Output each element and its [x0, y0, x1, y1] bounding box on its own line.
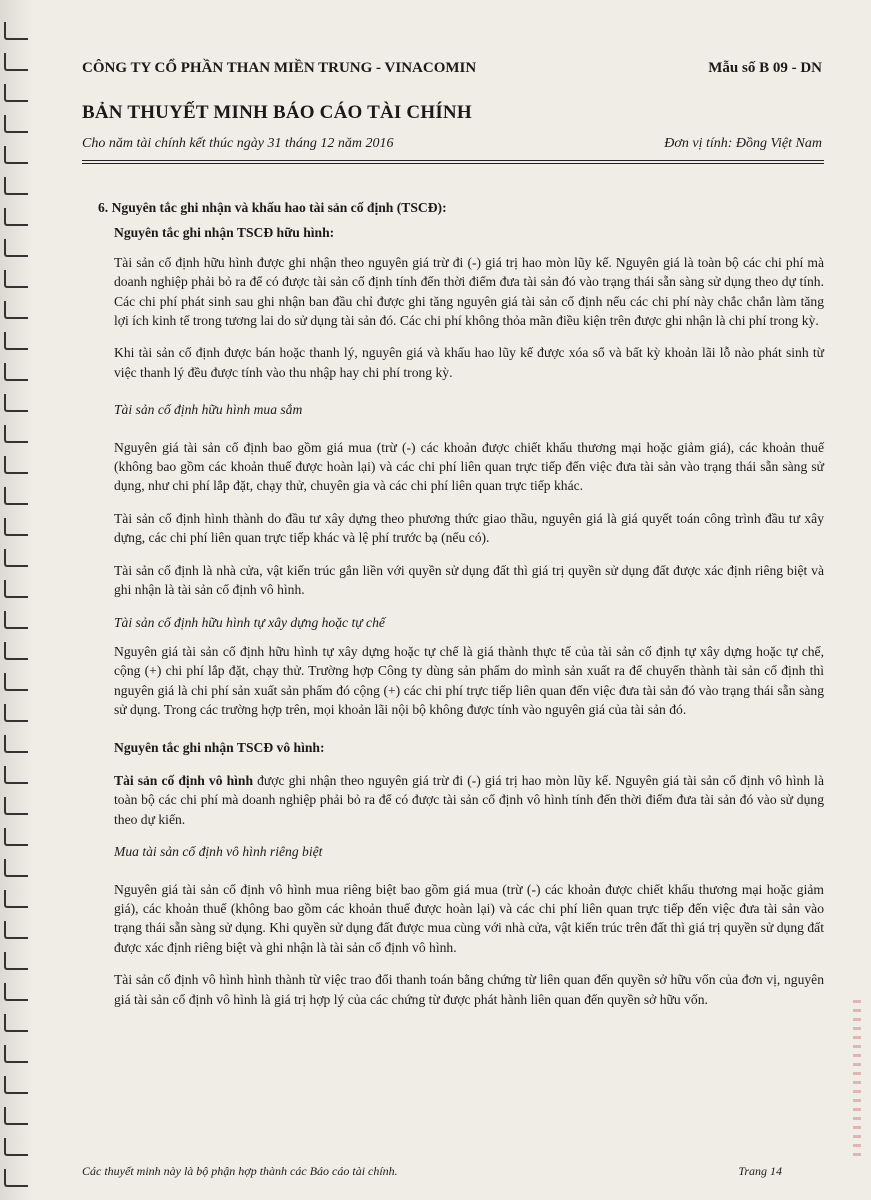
- binding-ring: [4, 487, 28, 505]
- paragraph-4: Tài sản cố định hình thành do đầu tư xây dựng theo phương thức giao thầu, nguyên giá là giá quyết toán công trình đầu tư xây dựng, các chi phí liên quan trực tiếp khác và lệ phí trước bạ (nếu có).: [114, 510, 824, 546]
- header-divider: [82, 160, 824, 164]
- binding-ring: [4, 1107, 28, 1125]
- paragraph-2: Khi tài sản cố định được bán hoặc thanh lý, nguyên giá và khấu hao lũy kế được xóa sổ và bất kỳ khoản lãi lỗ nào phát sinh từ việc thanh lý đều được tính vào thu nhập hay chi phí trong kỳ.: [114, 345, 824, 380]
- binding-ring: [4, 983, 28, 1001]
- paragraph-7-bold: Tài sản cố định vô hình: [114, 772, 254, 788]
- binding-ring: [4, 518, 28, 536]
- binding-ring: [4, 1169, 28, 1187]
- paragraph-7-text: được ghi nhận theo nguyên giá trừ đi (-) giá trị hao mòn lũy kế. Nguyên giá tài sản cố định vô hình là toàn bộ các chi phí mà doanh nghiệp phải bỏ ra để có được tài sản cố định vô hình tính đến thời điểm đưa tài sản đó vào sử dụng theo dự kiến.: [114, 772, 824, 827]
- binding-ring: [4, 1014, 28, 1032]
- section-content: [98, 198, 824, 1022]
- footer-note: Các thuyết minh này là bộ phận hợp thành các Báo cáo tài chính.: [82, 1164, 398, 1178]
- binding-ring: [4, 208, 28, 226]
- report-period: Cho năm tài chính kết thúc ngày 31 tháng 12 năm 2016: [82, 136, 394, 151]
- purchased-heading: Tài sản cố định hữu hình mua sắm: [114, 402, 303, 418]
- binding-ring: [4, 425, 28, 443]
- paragraph-6: Nguyên giá tài sản cố định hữu hình tự xây dựng hoặc tự chế là giá thành thực tế của tài sản cố định tự xây dựng hoặc tự chế, cộng (+) chi phí lắp đặt, chạy thử. Trường hợp Công ty dùng sản phẩm do mình sản xuất ra để chuyển thành tài sản cố định thì nguyên giá là chi phí sản xuất sản phẩm đó cộng (+) các chi phí trực tiếp liên quan đến việc đưa tài sản đó vào trạng thái sẵn sàng sử dụng. Trong các trường hợp trên, mọi khoản lãi nội bộ không được tính vào nguyên giá của tài sản đó.: [114, 643, 824, 718]
- binding-ring: [4, 1045, 28, 1063]
- spiral-binding: [0, 0, 34, 1200]
- binding-ring: [4, 270, 28, 288]
- intangible-heading: Nguyên tắc ghi nhận TSCĐ vô hình:: [114, 739, 325, 755]
- separate-heading: Mua tài sản cố định vô hình riêng biệt: [114, 844, 323, 860]
- binding-ring: [4, 53, 28, 71]
- binding-ring: [4, 301, 28, 319]
- binding-ring: [4, 332, 28, 350]
- tangible-heading: Nguyên tắc ghi nhận TSCĐ hữu hình:: [114, 225, 335, 241]
- page-number: Trang 14: [738, 1164, 782, 1178]
- paragraph-3: Nguyên giá tài sản cố định bao gồm giá mua (trừ (-) các khoản được chiết khấu thương mại hoặc giảm giá), các khoản thuế (không bao gồm các khoản thuế được hoàn lại) và các chi phí liên quan trực tiếp đến việc đưa tài sản vào trạng thái sẵn sàng sử dụng, như chi phí lắp đặt, chạy thử, chuyên gia và các chi phí liên quan trực tiếp khác.: [114, 439, 824, 494]
- company-name: CÔNG TY CỔ PHẦN THAN MIỀN TRUNG - VINACOMIN: [82, 60, 477, 76]
- paragraph-1: Tài sản cố định hữu hình được ghi nhận theo nguyên giá trừ đi (-) giá trị hao mòn lũy kế. Nguyên giá là toàn bộ các chi phí mà doanh nghiệp phải bỏ ra để có được tài sản cố định tính đến thời điểm đưa tài sản đó vào trạng thái sẵn sàng sử dụng theo dự tính. Các chi phí phát sinh sau ghi nhận ban đầu chỉ được ghi tăng nguyên giá tài sản cố định nếu các chi phí này chắc chắn làm tăng lợi ích kinh tế trong tương lai do sử dụng tài sản đó. Các chi phí không thỏa mãn điều kiện trên được ghi nhận là chi phí trong kỳ.: [114, 254, 824, 329]
- binding-ring: [4, 177, 28, 195]
- binding-ring: [4, 611, 28, 629]
- currency-unit: Đơn vị tính: Đồng Việt Nam: [664, 136, 822, 151]
- section-heading: 6. Nguyên tắc ghi nhận và khấu hao tài sản cố định (TSCĐ):: [98, 200, 447, 215]
- report-title: BẢN THUYẾT MINH BÁO CÁO TÀI CHÍNH: [82, 102, 472, 123]
- binding-ring: [4, 890, 28, 908]
- binding-ring: [4, 549, 28, 567]
- form-number: Mẫu số B 09 - DN: [708, 60, 822, 76]
- binding-ring: [4, 115, 28, 133]
- binding-ring: [4, 22, 28, 40]
- paragraph-5: Tài sản cố định là nhà cửa, vật kiến trúc gắn liền với quyền sử dụng đất thì giá trị quyền sử dụng đất được xác định riêng biệt và ghi nhận là tài sản cố định vô hình.: [114, 562, 824, 598]
- header-row: [82, 60, 822, 77]
- paragraph-9: Tài sản cố định vô hình hình thành từ việc trao đổi thanh toán bằng chứng từ liên quan đến quyền sở hữu vốn của đơn vị, nguyên giá tài sản cố định vô hình là giá trị hợp lý của các chứng từ được phát hành liên quan đến quyền sở hữu vốn.: [114, 972, 824, 1007]
- binding-ring: [4, 146, 28, 164]
- binding-ring: [4, 456, 28, 474]
- binding-ring: [4, 921, 28, 939]
- binding-ring: [4, 797, 28, 815]
- binding-ring: [4, 1076, 28, 1094]
- binding-ring: [4, 859, 28, 877]
- selfbuilt-heading: Tài sản cố định hữu hình tự xây dựng hoặc tự chế: [114, 614, 385, 630]
- binding-ring: [4, 704, 28, 722]
- binding-ring: [4, 642, 28, 660]
- binding-ring: [4, 1138, 28, 1156]
- paragraph-8: Nguyên giá tài sản cố định vô hình mua riêng biệt bao gồm giá mua (trừ (-) các khoản được chiết khấu thương mại hoặc giảm giá), các khoản thuế (không bao gồm các khoản thuế được hoàn lại) và các chi phí liên quan trực tiếp đến việc đưa tài sản vào trạng thái sẵn sàng sử dụng. Khi quyền sử dụng đất được mua cùng với nhà cửa, vật kiến trúc trên đất thì giá trị quyền sử dụng đất được xác định riêng biệt và ghi nhận là tài sản cố định vô hình.: [114, 881, 824, 955]
- binding-ring: [4, 580, 28, 598]
- page-footer: [82, 1164, 782, 1179]
- binding-ring: [4, 673, 28, 691]
- edge-stamp-mark: [853, 1000, 861, 1160]
- binding-ring: [4, 394, 28, 412]
- binding-ring: [4, 952, 28, 970]
- binding-ring: [4, 239, 28, 257]
- binding-ring: [4, 84, 28, 102]
- paragraph-7: [114, 771, 824, 829]
- binding-ring: [4, 766, 28, 784]
- binding-ring: [4, 363, 28, 381]
- document-page: [40, 0, 871, 1200]
- binding-ring: [4, 828, 28, 846]
- binding-ring: [4, 735, 28, 753]
- subheader-row: [82, 136, 822, 152]
